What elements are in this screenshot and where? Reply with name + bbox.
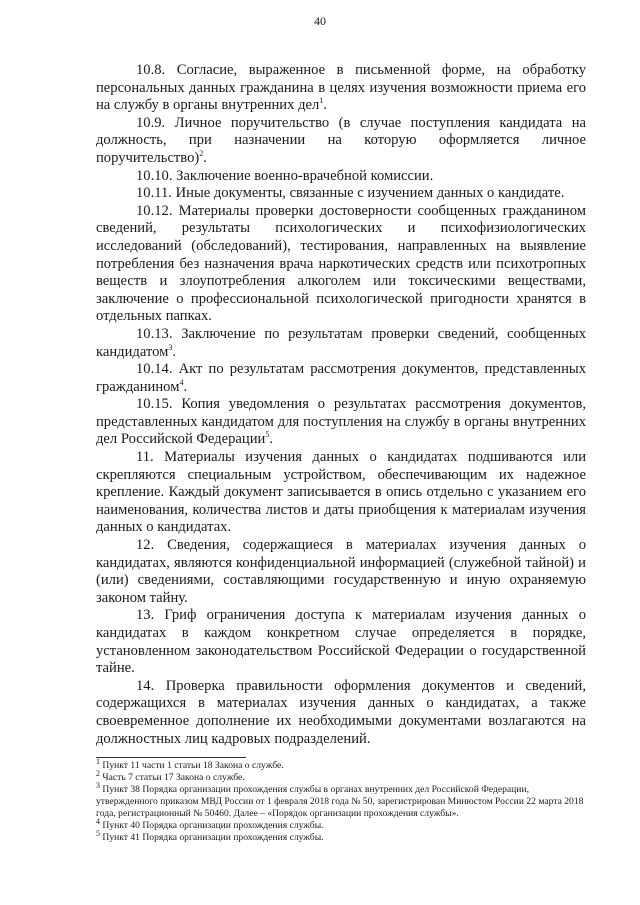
paragraph-10-14: 10.14. Акт по результатам рассмотрения документов, представленных гражданином$^4$. [96,361,586,395]
page-number: 40 [314,14,326,28]
paragraph-13: 13. Гриф ограничения доступа к материалам изучения данных о кандидатах в каждом конкретном случае определяется в порядке, установленном законодательством Российской Федерации о государственной тайне. [96,607,586,677]
paragraph-12: 12. Сведения, содержащиеся в материалах изучения данных о кандидатах, являются конфиденциальной информацией (служебной тайной) и (или) сведениями, составляющими государственную и иную охраняемую законом тайну. [96,537,586,606]
paragraph-10-15: 10.15. Копия уведомления о результатах рассмотрения документов, представленных кандидатом для поступления на службу в органы внутренних дел Российской Федерации$^5$. [96,396,586,448]
paragraph-10-11: 10.11. Иные документы, связанные с изучением данных о кандидате. [136,185,565,202]
paragraph-10-13: 10.13. Заключение по результатам проверки сведений, сообщенных кандидатом$^3$. [96,325,586,360]
footnote-4: $^4$ Пункт 40 Порядка организации прохождения службы. [96,816,324,831]
footnote-3: $^3$ Пункт 38 Порядка организации прохождения службы в органах внутренних дел Российской Федерации, утвержденного приказом МВД России от 1 февраля 2018 года № 50, зарегистрирован Минюстом России 22 марта 2018 года, регистрационный № 50460. Далее – «Порядок организации прохождения службы». [96,781,584,819]
footnote-5: $^5$ Пункт 41 Порядка организации прохождения службы. [96,828,324,843]
paragraph-14: 14. Проверка правильности оформления документов и сведений, содержащихся в материалах изучения данных о кандидатах, а также своевременное дополнение их необходимыми документами возлагаются на должностных лиц кадровых подразделений. [96,677,586,747]
footnote-2: $^2$ Часть 7 статьи 17 Закона о службе. [96,768,245,784]
footnote-ref: 2 [199,149,204,159]
footnote-ref: 5 [265,430,270,440]
paragraph-10-8: 10.8. Согласие, выраженное в письменной форме, на обработку персональных данных гражданина в целях изучения возможности приема его на службу в органы внутренних дел$^1$. [96,62,586,114]
footnotes [96,756,586,844]
document-body [96,62,586,748]
footnote-1: $^1$ Пункт 11 части 1 статьи 18 Закона о службе. [96,756,284,771]
paragraph-10-9: 10.9. Личное поручительство (в случае поступления кандидата на должность, при назначении на которую оформляется личное поручительство)$^2$. [96,114,586,166]
footnote-ref: 4 [179,377,184,387]
paragraph-10-10: 10.10. Заключение военно-врачебной комиссии. [136,167,434,184]
paragraph-11: 11. Материалы изучения данных о кандидатах подшиваются или скрепляются специальным устройством, обеспечивающим их надежное крепление. Каждый документ записывается в опись отдельно с указанием его наименования, количества листов и даты приобщения к материалам изучения данных о кандидатах. [96,449,586,536]
footnote-ref: 1 [319,96,324,106]
footnote-divider [96,757,246,758]
paragraph-10-12: 10.12. Материалы проверки достоверности сообщенных гражданином сведений, результаты психологических и психофизиологических исследований (обследований), тестирования, направленных на выявление потребления без назначения врача наркотических средств или психотропных веществ и злоупотребления алкоголем или токсическими веществами, заключение о профессиональной психологической пригодности хранятся в отдельных папках. [96,202,586,325]
footnote-ref: 3 [168,342,173,352]
